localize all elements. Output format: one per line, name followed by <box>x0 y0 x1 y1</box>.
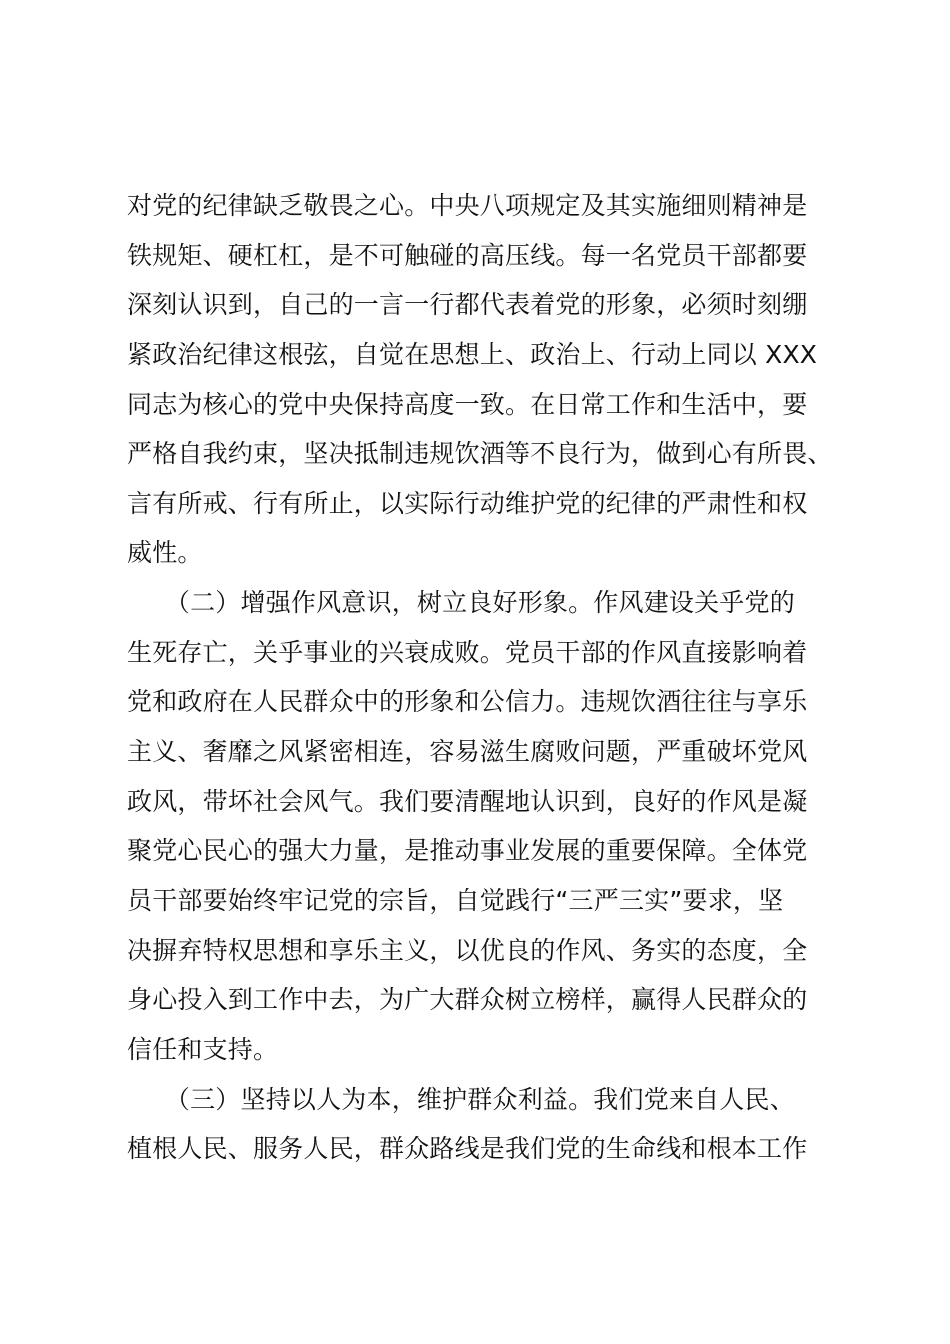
text-line: 生死存亡，关乎事业的兴衰成败。党员干部的作风直接影响着 <box>127 637 808 667</box>
text-line: 威性。 <box>127 538 203 568</box>
text-line: 严格自我约束，坚决抵制违规饮酒等不良行为，做到心有所畏、 <box>127 439 833 469</box>
text-line: 员干部要始终牢记党的宗旨，自觉践行“三严三实”要求，坚 <box>127 885 784 915</box>
text-line: 同志为核心的党中央保持高度一致。在日常工作和生活中，要 <box>127 389 808 419</box>
section-heading-line: （三）坚持以人为本，维护群众利益。我们党来自人民、 <box>127 1084 795 1114</box>
text-line: 对党的纪律缺乏敬畏之心。中央八项规定及其实施细则精神是 <box>127 191 808 220</box>
text-line: 决摒弃特权思想和享乐主义，以优良的作风、务实的态度，全 <box>127 935 808 965</box>
text-line: 政风，带坏社会风气。我们要清醒地认识到，良好的作风是凝 <box>127 786 808 816</box>
text-line: 主义、奢靡之风紧密相连，容易滋生腐败问题，严重破坏党风 <box>127 737 808 767</box>
text-line: 铁规矩、硬杠杠，是不可触碰的高压线。每一名党员干部都要 <box>127 240 808 270</box>
text-line: 聚党心民心的强大力量，是推动事业发展的重要保障。全体党 <box>127 836 808 866</box>
text-line: 信任和支持。 <box>127 1034 279 1064</box>
text-line: 言有所戒、行有所止，以实际行动维护党的纪律的严肃性和权 <box>127 488 808 518</box>
section-heading-line: （二）增强作风意识，树立良好形象。作风建设关乎党的 <box>127 588 795 618</box>
text-line: 深刻认识到，自己的一言一行都代表着党的形象，必须时刻绷 <box>127 290 808 320</box>
text-line: 党和政府在人民群众中的形象和公信力。违规饮酒往往与享乐 <box>127 687 808 717</box>
document-body <box>127 181 837 1174</box>
text-line: 身心投入到工作中去，为广大群众树立榜样，赢得人民群众的 <box>127 985 808 1015</box>
text-line: 紧政治纪律这根弦，自觉在思想上、政治上、行动上同以 XXX <box>127 339 818 369</box>
text-line: 植根人民、服务人民，群众路线是我们党的生命线和根本工作 <box>127 1134 808 1164</box>
